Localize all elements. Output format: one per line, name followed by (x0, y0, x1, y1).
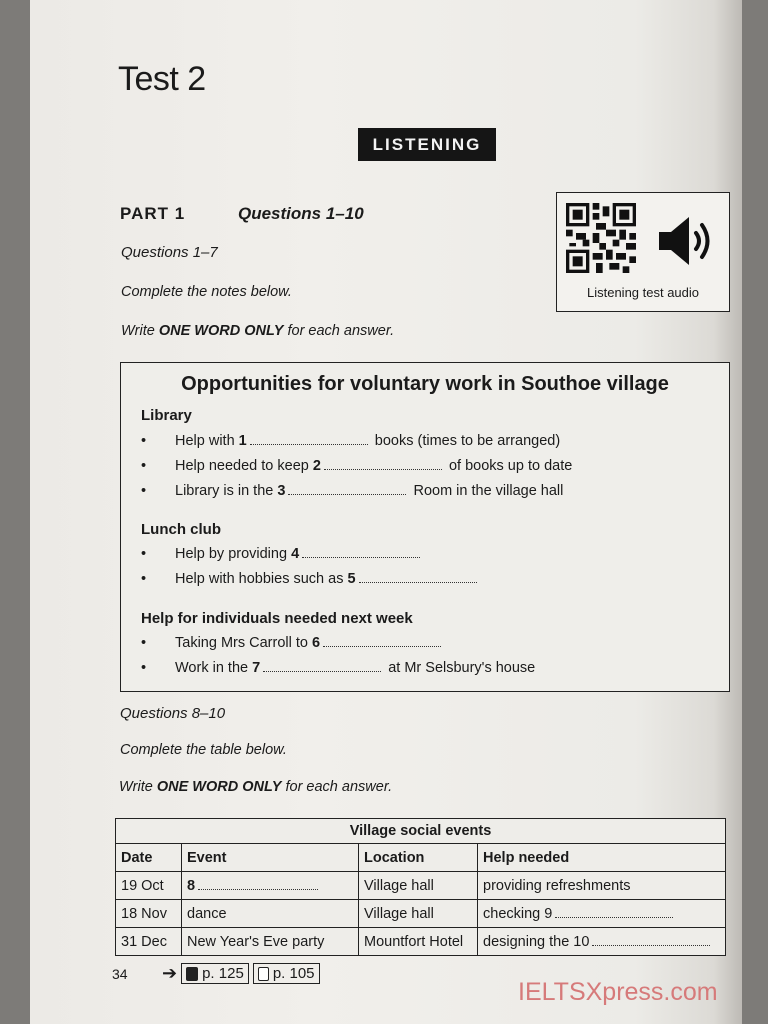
cell-date: 18 Nov (116, 900, 182, 928)
part-label: PART 1 (120, 204, 186, 223)
write-instruction-1: Write ONE WORD ONLY for each answer. (121, 323, 395, 339)
cell-location: Mountfort Hotel (359, 928, 478, 956)
help-heading: Help for individuals needed next week (141, 610, 413, 627)
events-table (115, 818, 726, 956)
qr-code-icon[interactable] (566, 203, 636, 273)
cell-date: 31 Dec (116, 928, 182, 956)
table-header-row (116, 844, 726, 872)
page-number: 34 (112, 966, 128, 982)
col-event: Event (182, 844, 359, 872)
library-heading: Library (141, 407, 192, 424)
col-date: Date (116, 844, 182, 872)
answer-blank-2[interactable] (324, 459, 442, 470)
answer-blank-1[interactable] (250, 434, 368, 445)
answer-blank-9[interactable] (555, 907, 673, 918)
instruction-notes: Complete the notes below. (121, 284, 292, 300)
cell-date: 19 Oct (116, 872, 182, 900)
cell-help: checking 9 (478, 900, 726, 928)
note-item: • Help by providing 4 (141, 546, 423, 562)
answer-blank-7[interactable] (263, 661, 381, 672)
cell-event: dance (182, 900, 359, 928)
col-help: Help needed (478, 844, 726, 872)
cell-help: designing the 10 (478, 928, 726, 956)
table-row (116, 928, 726, 956)
questions-8-10-heading: Questions 8–10 (120, 705, 226, 722)
note-item: • Work in the 7 at Mr Selsbury's house (141, 660, 536, 676)
table-row (116, 900, 726, 928)
audio-panel[interactable] (556, 192, 730, 312)
answer-blank-6[interactable] (323, 636, 441, 647)
table-row (116, 872, 726, 900)
note-item: • Taking Mrs Carroll to 6 (141, 635, 444, 651)
write-instruction-2: Write ONE WORD ONLY for each answer. (119, 779, 393, 795)
note-item: • Help with 1 books (times to be arranged) (141, 433, 561, 449)
cell-event: 8 (182, 872, 359, 900)
instruction-table: Complete the table below. (120, 742, 287, 758)
answer-key-icon (186, 967, 198, 981)
document-icon (258, 967, 269, 981)
answer-blank-5[interactable] (359, 572, 477, 583)
note-item: • Help with hobbies such as 5 (141, 571, 480, 587)
questions-1-7-heading: Questions 1–7 (121, 244, 218, 261)
notes-title: Opportunities for voluntary work in Southoe village (181, 373, 669, 395)
cell-location: Village hall (359, 900, 478, 928)
answer-key-link[interactable]: p. 125 (181, 963, 249, 984)
cell-location: Village hall (359, 872, 478, 900)
note-item: • Help needed to keep 2 of books up to date (141, 458, 573, 474)
page-references (162, 963, 320, 984)
notes-box (120, 362, 730, 692)
answer-blank-8[interactable] (198, 879, 318, 890)
test-title: Test 2 (118, 60, 206, 98)
answer-blank-10[interactable] (592, 935, 710, 946)
listening-badge: LISTENING (358, 128, 496, 161)
answer-blank-3[interactable] (288, 484, 406, 495)
cell-help: providing refreshments (478, 872, 726, 900)
table-caption: Village social events (116, 819, 726, 844)
answer-blank-4[interactable] (302, 547, 420, 558)
part-questions: Questions 1–10 (238, 204, 364, 223)
transcript-link[interactable]: p. 105 (253, 963, 320, 984)
cell-event: New Year's Eve party (182, 928, 359, 956)
lunch-heading: Lunch club (141, 521, 221, 538)
watermark: IELTSXpress.com (518, 978, 718, 1006)
note-item: • Library is in the 3 Room in the village hall (141, 483, 564, 499)
speaker-icon[interactable] (657, 211, 717, 271)
audio-label: Listening test audio (586, 285, 700, 300)
col-location: Location (359, 844, 478, 872)
arrow-right-icon: ➔ (162, 963, 178, 983)
